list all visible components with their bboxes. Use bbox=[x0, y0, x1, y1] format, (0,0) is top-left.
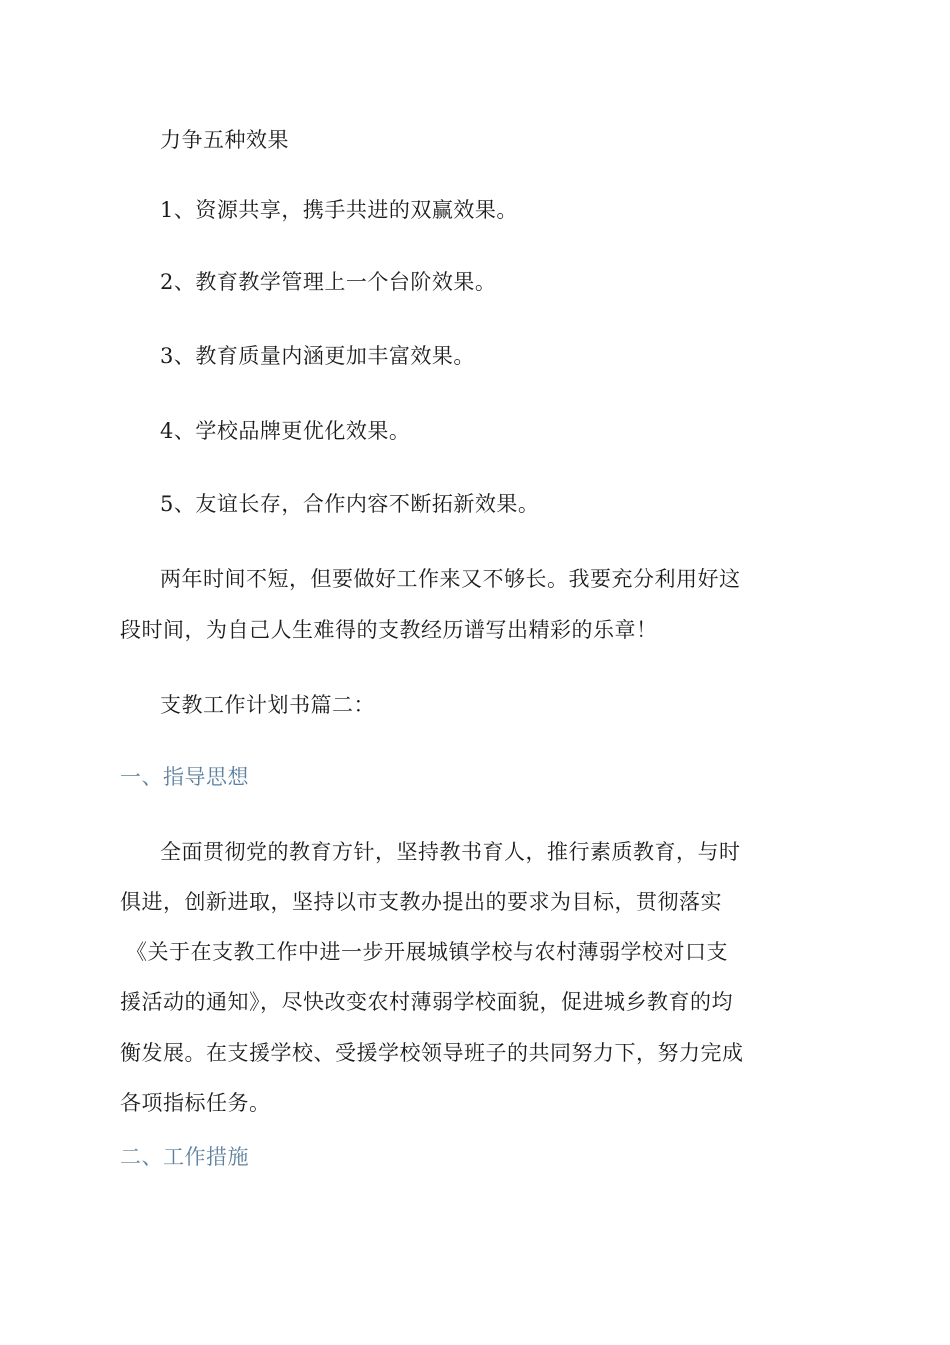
section-one-paragraph-line-6: 各项指标任务。 bbox=[120, 1091, 271, 1115]
section-one-paragraph-line-5: 衡发展。在支援学校、受援学校领导班子的共同努力下，努力完成 bbox=[120, 1041, 744, 1065]
section-one-paragraph-line-4: 援活动的通知》，尽快改变农村薄弱学校面貌，促进城乡教育的均 bbox=[120, 990, 733, 1014]
section-one-heading: 一、指导思想 bbox=[120, 765, 249, 789]
effect-item-2: 2、教育教学管理上一个台阶效果。 bbox=[160, 270, 497, 294]
section-one-paragraph-line-2: 俱进，创新进取，坚持以市支教办提出的要求为目标，贯彻落实 bbox=[120, 890, 722, 914]
intro-title: 力争五种效果 bbox=[160, 128, 289, 152]
closing-paragraph-line-1: 两年时间不短，但要做好工作来又不够长。我要充分利用好这 bbox=[160, 567, 741, 591]
section-one-paragraph-line-1: 全面贯彻党的教育方针，坚持教书育人，推行素质教育，与时 bbox=[160, 840, 741, 864]
effect-item-1: 1、资源共享，携手共进的双赢效果。 bbox=[160, 198, 518, 222]
part-two-title: 支教工作计划书篇二： bbox=[160, 693, 375, 717]
effect-item-4: 4、学校品牌更优化效果。 bbox=[160, 419, 411, 443]
section-one-paragraph-line-3: 《关于在支教工作中进一步开展城镇学校与农村薄弱学校对口支 bbox=[126, 940, 728, 964]
effect-item-3: 3、教育质量内涵更加丰富效果。 bbox=[160, 344, 475, 368]
effect-item-5: 5、友谊长存，合作内容不断拓新效果。 bbox=[160, 492, 540, 516]
section-two-heading: 二、工作措施 bbox=[120, 1145, 249, 1169]
closing-paragraph-line-2: 段时间，为自己人生难得的支教经历谱写出精彩的乐章！ bbox=[120, 618, 658, 642]
